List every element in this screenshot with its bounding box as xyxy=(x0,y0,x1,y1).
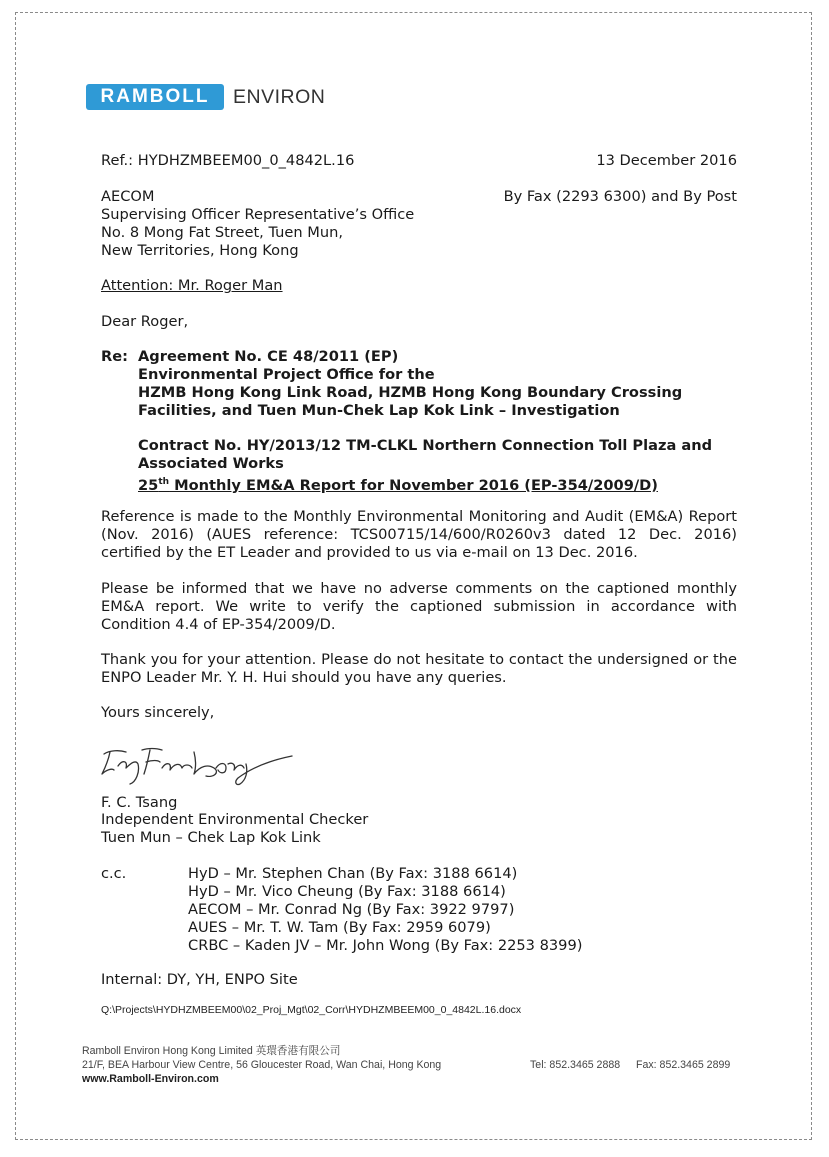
footer-website[interactable]: www.Ramboll-Environ.com xyxy=(82,1073,219,1085)
signatory-project: Tuen Mun – Chek Lap Kok Link xyxy=(101,829,321,846)
cc-recipient: HyD – Mr. Vico Cheung (By Fax: 3188 6614) xyxy=(188,883,506,900)
re-line: HZMB Hong Kong Link Road, HZMB Hong Kong Boundary Crossing xyxy=(138,384,683,401)
address-line: New Territories, Hong Kong xyxy=(101,242,299,259)
footer-tel: Tel: 852.3465 2888 xyxy=(530,1059,621,1071)
address-line: AECOM xyxy=(101,188,155,205)
logo-environ: ENVIRON xyxy=(233,86,326,108)
footer-address: 21/F, BEA Harbour View Centre, 56 Gloucester Road, Wan Chai, Hong Kong xyxy=(82,1059,442,1071)
salutation: Dear Roger, xyxy=(101,313,189,330)
signatory-name: F. C. Tsang xyxy=(101,794,178,811)
delivery-method: By Fax (2293 6300) and By Post xyxy=(503,188,737,205)
re-line: Agreement No. CE 48/2011 (EP) xyxy=(138,348,399,365)
body-paragraph: Reference is made to the Monthly Environmental Monitoring and Audit (EM&A) Report (Nov. 2016) (AUES reference: TCS00715/14/600/R0260v3 dated 12 Dec. 2016) certified by the ET Leader and provided to us via e-mail on 13 Dec. 2016. xyxy=(101,508,737,561)
footer-fax: Fax: 852.3465 2899 xyxy=(636,1059,731,1071)
report-title xyxy=(138,473,658,495)
body-paragraph: Please be informed that we have no adverse comments on the captioned monthly EM&A report. We write to verify the captioned submission in accordance with Condition 4.4 of EP-354/2009/D. xyxy=(101,580,737,633)
cc-recipient: AECOM – Mr. Conrad Ng (By Fax: 3922 9797) xyxy=(188,901,515,918)
cc-label: c.c. xyxy=(101,865,127,882)
cc-recipient: HyD – Mr. Stephen Chan (By Fax: 3188 6614) xyxy=(188,865,518,882)
ramboll-logo xyxy=(86,84,224,110)
cc-recipient: AUES – Mr. T. W. Tam (By Fax: 2959 6079) xyxy=(188,919,491,936)
reference-number: Ref.: HYDHZMBEEM00_0_4842L.16 xyxy=(101,152,355,169)
logo-brand: RAMBOLL xyxy=(100,86,210,107)
report-number: 25 xyxy=(138,476,159,494)
re-line: Facilities, and Tuen Mun-Chek Lap Kok Link – Investigation xyxy=(138,402,620,419)
file-path: Q:\Projects\HYDHZMBEEM00\02_Proj_Mgt\02_Corr\HYDHZMBEEM00_0_4842L.16.docx xyxy=(101,1004,522,1016)
report-title-rest: Monthly EM&A Report for November 2016 (EP-354/2009/D) xyxy=(169,476,658,494)
attention-line: Attention: Mr. Roger Man xyxy=(101,277,283,294)
address-line: No. 8 Mong Fat Street, Tuen Mun, xyxy=(101,224,343,241)
address-line: Supervising Officer Representative’s Office xyxy=(101,206,415,223)
cc-recipient: CRBC – Kaden JV – Mr. John Wong (By Fax: 2253 8399) xyxy=(188,937,583,954)
signatory-title: Independent Environmental Checker xyxy=(101,811,369,828)
report-ordinal: th xyxy=(158,477,170,487)
closing: Yours sincerely, xyxy=(101,704,215,721)
letter-date: 13 December 2016 xyxy=(596,152,737,169)
footer-company: Ramboll Environ Hong Kong Limited 英環香港有限公司 xyxy=(82,1045,341,1057)
internal-distribution: Internal: DY, YH, ENPO Site xyxy=(101,971,298,988)
contract-line: Contract No. HY/2013/12 TM-CLKL Northern Connection Toll Plaza and xyxy=(138,437,713,454)
contract-line: Associated Works xyxy=(138,455,284,472)
handwritten-signature xyxy=(96,738,301,788)
re-label: Re: xyxy=(101,348,128,365)
re-line: Environmental Project Office for the xyxy=(138,366,435,383)
body-paragraph: Thank you for your attention. Please do not hesitate to contact the undersigned or the ENPO Leader Mr. Y. H. Hui should you have any queries. xyxy=(101,651,737,686)
